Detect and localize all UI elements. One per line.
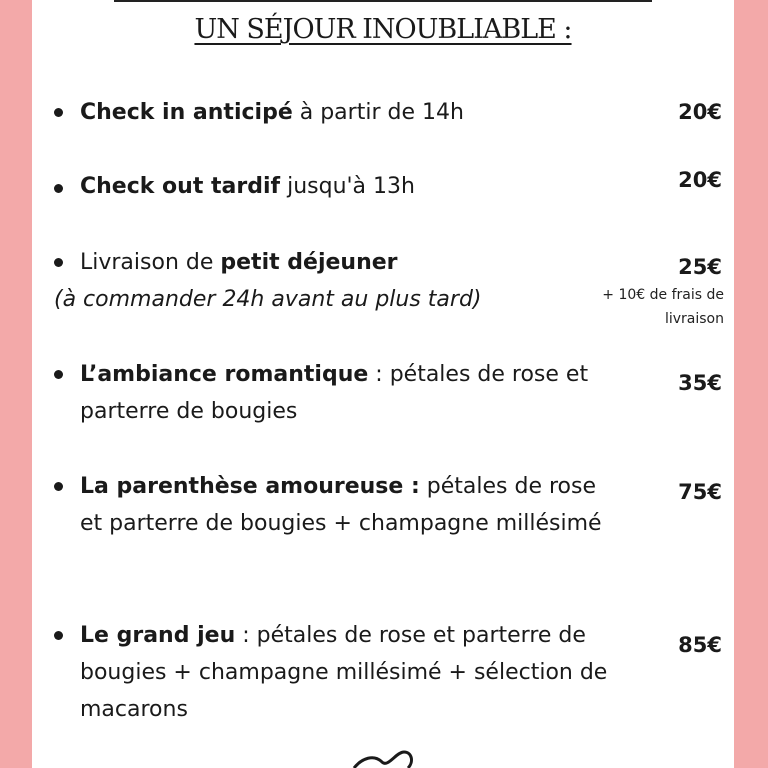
item-price: 20€ (678, 100, 722, 124)
item-detail: : pétales de rose et parterre de bougies + champagne millésimé + sélection de macarons (80, 623, 608, 722)
bullet-icon (54, 370, 63, 379)
item-price: 25€ (678, 255, 722, 279)
bullet-icon (54, 108, 63, 117)
item-description (80, 617, 620, 728)
item-price: 20€ (678, 168, 722, 192)
item-description (80, 356, 620, 430)
item-detail: Livraison de (80, 250, 221, 275)
item-name: Check out tardif (80, 174, 281, 199)
top-divider (114, 0, 652, 2)
item-price: 75€ (678, 480, 722, 504)
item-description (80, 94, 620, 131)
delivery-fee-note: + 10€ de frais de livraison (602, 287, 724, 327)
item-price: 35€ (678, 371, 722, 395)
bullet-icon (54, 184, 63, 193)
item-description (80, 244, 620, 281)
bullet-icon (54, 258, 63, 267)
page-title: UN SÉJOUR INOUBLIABLE : (194, 14, 572, 45)
item-detail: pétales de rose et parterre de bougies + champagne millésimé (80, 474, 602, 536)
item-price: 85€ (678, 633, 722, 657)
item-detail: jusqu'à 13h (280, 174, 415, 199)
bullet-icon (54, 631, 63, 640)
item-description (80, 468, 620, 542)
ornament-icon (352, 748, 442, 768)
item-detail: : pétales de rose et parterre de bougies (80, 362, 589, 424)
menu-sheet (32, 0, 734, 768)
item-detail: à partir de 14h (292, 100, 464, 125)
item-name: L’ambiance romantique (80, 362, 369, 387)
item-name: Le grand jeu (80, 623, 236, 648)
item-description (80, 168, 620, 205)
bullet-icon (54, 482, 63, 491)
item-name: Check in anticipé (80, 100, 293, 125)
item-name: La parenthèse amoureuse : (80, 474, 420, 499)
item-name: petit déjeuner (220, 250, 398, 275)
item-note: (à commander 24h avant au plus tard) (54, 287, 482, 312)
